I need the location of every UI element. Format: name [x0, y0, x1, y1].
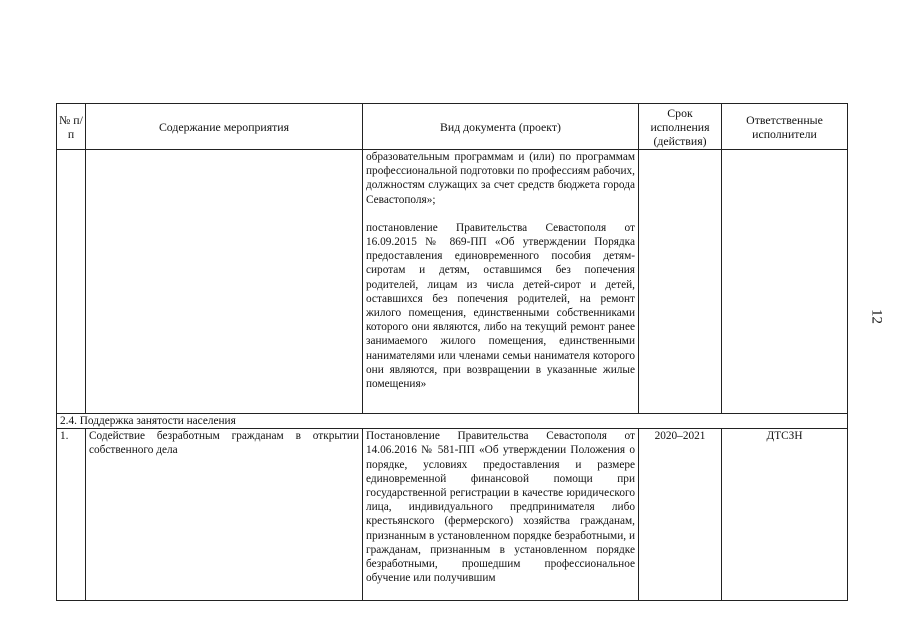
cell-deadline	[639, 150, 722, 414]
doc-paragraph: образовательным программам и (или) по программам профессиональной подготовки по профессиям рабочих, должностям служащих за счет средств бюджета города Севастополя»;	[366, 151, 635, 206]
section-title: 2.4. Поддержка занятости населения	[57, 414, 848, 429]
header-doc-type: Вид документа (проект)	[363, 104, 639, 150]
header-content: Содержание мероприятия	[86, 104, 363, 150]
cell-doc: Постановление Правительства Севастополя от 14.06.2016 № 581-ПП «Об утверждении Положения о порядке, условиях предоставления и размере единовременной финансовой помощи при государственной регистрации в качестве юридического лица, индивидуального предпринимателя либо крестьянского (фермерского) хозяйства гражданам, признанным в установленном порядке безработными, и гражданам, признанным в установленном порядке безработными, прошедшим профессиональное обучение или получившим	[363, 429, 639, 601]
cell-num	[57, 150, 86, 414]
table-row	[57, 150, 848, 414]
header-num: № п/п	[57, 104, 86, 150]
paragraph-gap	[366, 207, 635, 221]
cell-doc	[363, 150, 639, 414]
header-deadline: Срок исполнения (действия)	[639, 104, 722, 150]
cell-responsible: ДТСЗН	[722, 429, 848, 601]
cell-content: Содействие безработным гражданам в открытии собственного дела	[86, 429, 363, 601]
cell-responsible	[722, 150, 848, 414]
cell-content	[86, 150, 363, 414]
table-row	[57, 429, 848, 601]
cell-num: 1.	[57, 429, 86, 601]
section-heading-row	[57, 414, 848, 429]
measures-table	[56, 103, 848, 601]
doc-paragraph: постановление Правительства Севастополя от 16.09.2015 № 869-ПП «Об утверждении Порядка предоставления единовременного пособия детям-сиротам и детям, оставшимся без попечения родителей, лицам из числа детей-сирот и детей, оставшихся без попечения родителей, на ремонт жилого помещения, единственными собственниками которого они являются, либо на текущий ремонт ранее занимаемого жилого помещения, единственными нанимателями или членами семьи нанимателя которого они являются, при возвращении в указанные жилые помещения»	[366, 221, 635, 391]
cell-deadline: 2020–2021	[639, 429, 722, 601]
header-responsible: Ответственные исполнители	[722, 104, 848, 150]
page-number: 12	[868, 309, 885, 324]
table-header-row	[57, 104, 848, 150]
